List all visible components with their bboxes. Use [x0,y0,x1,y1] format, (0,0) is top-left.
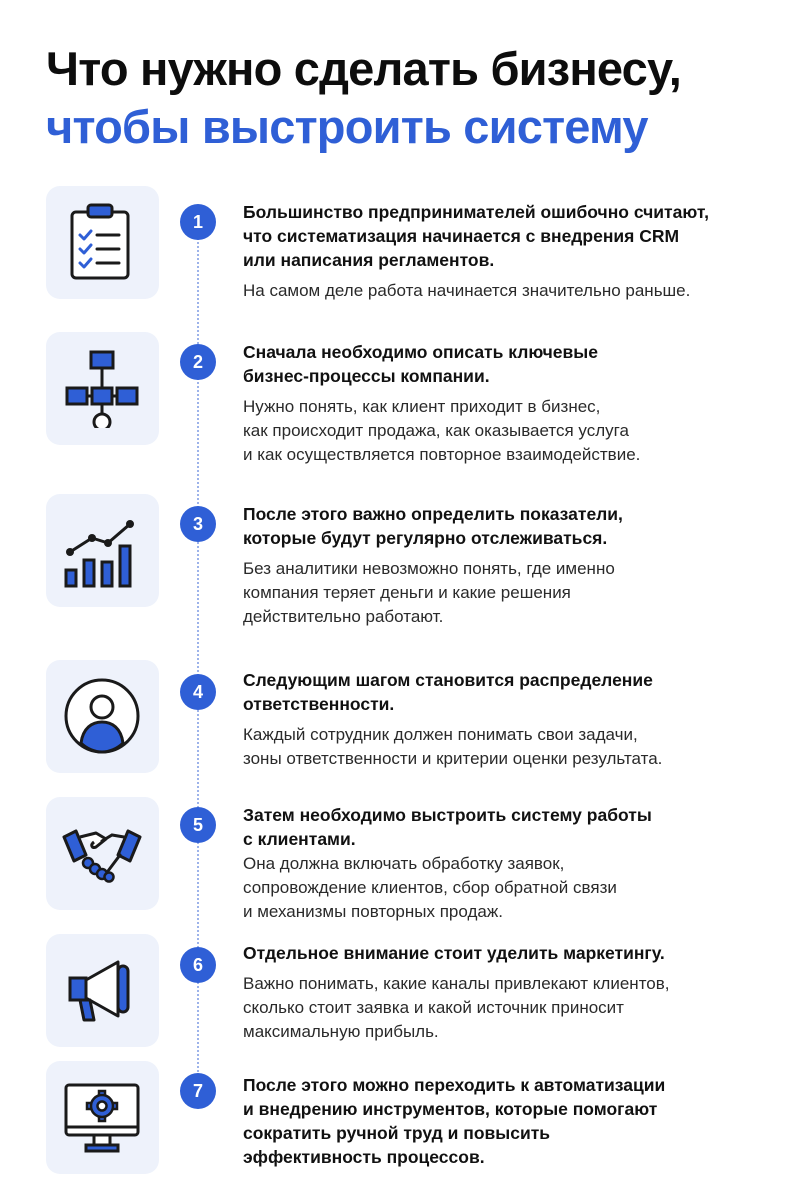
step-2-text [243,340,773,467]
step-2-title-line: Сначала необходимо описать ключевые [243,342,598,362]
clipboard-checklist-icon [62,202,142,282]
step-3-title-line: которые будут регулярно отслеживаться. [243,528,608,548]
step-7-title-line: эффективность процессов. [243,1147,485,1167]
step-1-title-line: Большинство предпринимателей ошибочно считают, [243,202,709,222]
step-3-text [243,502,773,629]
step-5-icon-box [46,797,159,910]
step-5-description [243,852,773,924]
step-6-description [243,972,773,1044]
step-4-icon-box [46,660,159,773]
step-4-text [243,668,773,771]
step-4-description [243,723,773,771]
step-3-title [243,502,773,550]
step-4-desc-line: Каждый сотрудник должен понимать свои задачи, [243,725,638,744]
step-7-title [243,1073,773,1169]
step-3-desc-line: компания теряет деньги и какие решения [243,583,571,602]
step-2-desc-line: и как осуществляется повторное взаимодействие. [243,445,641,464]
step-2-desc-line: Нужно понять, как клиент приходит в бизнес, [243,397,601,416]
step-2-number: 2 [180,344,216,380]
user-profile-icon [62,676,142,756]
step-1-number: 1 [180,204,216,240]
step-2-description [243,395,773,467]
step-1-title-line: что систематизация начинается с внедрения CRM [243,226,680,246]
step-5-text [243,803,773,924]
growth-chart-icon [62,510,142,590]
step-7-title-line: сократить ручной труд и повысить [243,1123,551,1143]
step-5-desc-line: и механизмы повторных продаж. [243,902,503,921]
step-1-title [243,200,773,272]
step-4-title [243,668,773,716]
step-2-title [243,340,773,388]
step-4-title-line: Следующим шагом становится распределение [243,670,653,690]
step-6-icon-box [46,934,159,1047]
step-7-number: 7 [180,1073,216,1109]
megaphone-icon [62,950,142,1030]
step-7-text [243,1073,773,1169]
step-1-desc-line: На самом деле работа начинается значительно раньше. [243,281,691,300]
monitor-gear-icon [62,1077,142,1157]
page-title-line-1: Что нужно сделать бизнесу, [46,42,682,95]
step-5-title-line: с клиентами. [243,829,356,849]
step-3-number: 3 [180,506,216,542]
step-1-title-line: или написания регламентов. [243,250,495,270]
step-3-title-line: После этого важно определить показатели, [243,504,623,524]
step-1-text [243,200,773,303]
step-4-desc-line: зоны ответственности и критерии оценки результата. [243,749,663,768]
step-7-icon-box [46,1061,159,1174]
step-3-desc-line: Без аналитики невозможно понять, где именно [243,559,615,578]
header [46,40,766,156]
step-6-title-line: Отдельное внимание стоит уделить маркетингу. [243,943,665,963]
step-5-desc-line: сопровождение клиентов, сбор обратной связи [243,878,617,897]
step-4-title-line: ответственности. [243,694,395,714]
step-5-number: 5 [180,807,216,843]
step-6-desc-line: максимальную прибыль. [243,1022,439,1041]
step-3-description [243,557,773,629]
step-7-title-line: и внедрению инструментов, которые помогают [243,1099,658,1119]
process-flowchart-icon [62,348,142,428]
step-5-title [243,803,773,851]
step-6-desc-line: сколько стоит заявка и какой источник приносит [243,998,624,1017]
step-6-text [243,941,773,1044]
step-2-icon-box [46,332,159,445]
step-2-desc-line: как происходит продажа, как оказывается услуга [243,421,629,440]
step-3-icon-box [46,494,159,607]
step-1-icon-box [46,186,159,299]
step-5-title-line: Затем необходимо выстроить систему работы [243,805,652,825]
step-6-number: 6 [180,947,216,983]
step-4-number: 4 [180,674,216,710]
step-6-desc-line: Важно понимать, какие каналы привлекают клиентов, [243,974,670,993]
step-7-title-line: После этого можно переходить к автоматизации [243,1075,666,1095]
handshake-icon [62,813,142,893]
page-title-line-2: чтобы выстроить систему [46,100,648,153]
step-6-title [243,941,773,965]
step-3-desc-line: действительно работают. [243,607,444,626]
step-5-desc-line: Она должна включать обработку заявок, [243,854,565,873]
step-1-description [243,279,773,303]
step-2-title-line: бизнес-процессы компании. [243,366,490,386]
